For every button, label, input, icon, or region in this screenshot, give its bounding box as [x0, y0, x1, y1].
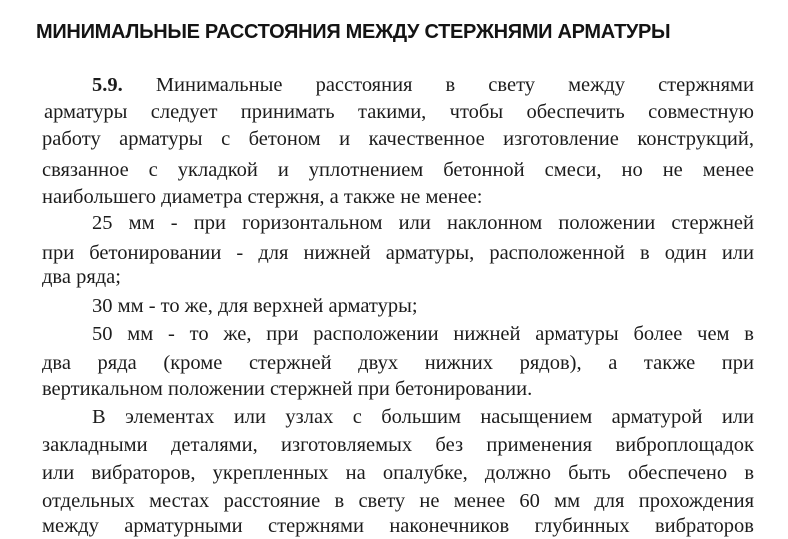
text-line: при бетонировании - для нижней арматуры, расположенной в один или — [42, 242, 754, 264]
text-line: 25 мм - при горизонтальном или наклонном положении стержней — [92, 212, 754, 234]
text-line: отдельных местах расстояние в свету не менее 60 мм для прохождения — [42, 490, 754, 512]
text-line: вертикальном положении стержней при бетонировании. — [42, 378, 533, 400]
text-line — [92, 72, 754, 98]
text-line: наибольшего диаметра стержня, а также не менее: — [42, 186, 483, 208]
text-line: 50 мм - то же, при расположении нижней арматуры более чем в — [92, 323, 754, 345]
text-line: В элементах или узлах с большим насыщением арматурой или — [92, 406, 754, 428]
text-line: связанное с укладкой и уплотнением бетонной смеси, но не менее — [42, 159, 754, 181]
section-number: 5.9. — [92, 74, 123, 96]
text-line: или вибраторов, укрепленных на опалубке, должно быть обеспечено в — [42, 462, 754, 484]
text-line: арматуры следует принимать такими, чтобы обеспечить совместную — [44, 101, 754, 123]
text-line: между арматурными стержнями наконечников глубинных вибраторов — [42, 515, 754, 537]
text-line: два ряда (кроме стержней двух нижних рядов), а также при — [42, 352, 754, 374]
text-line: закладными деталями, изготовляемых без применения виброплощадок — [42, 434, 754, 456]
page-title: МИНИМАЛЬНЫЕ РАССТОЯНИЯ МЕЖДУ СТЕРЖНЯМИ АРМАТУРЫ — [36, 21, 671, 43]
text-line: два ряда; — [42, 266, 121, 288]
text-line-content: Минимальные расстояния в свету между стержнями — [155, 74, 754, 96]
text-line: работу арматуры с бетоном и качественное изготовление конструкций, — [42, 128, 754, 150]
text-line: 30 мм - то же, для верхней арматуры; — [92, 295, 418, 317]
